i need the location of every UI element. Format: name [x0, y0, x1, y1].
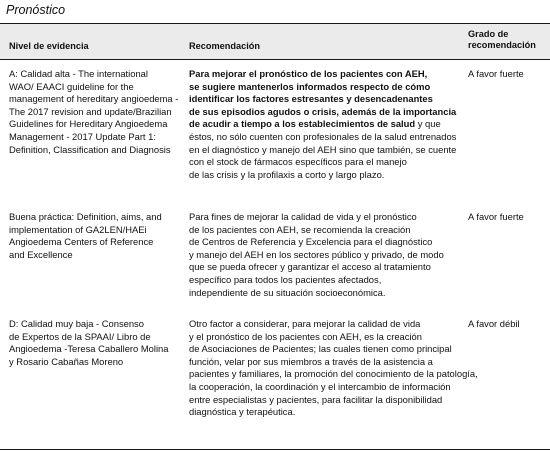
row-2-recommendation-line: Para fines de mejorar la calidad de vida y el pronóstico	[189, 211, 417, 222]
row-1-evidence-line: Guidelines for Hereditary Angioedema	[9, 118, 168, 130]
row-2-evidence	[9, 211, 162, 261]
row-1-recommendation-line: de sus episodios agudos o crisis, además de la importancia	[189, 105, 457, 117]
row-3-evidence	[9, 318, 168, 368]
row-3-evidence-line: D: Calidad muy baja - Consenso	[9, 318, 144, 329]
row-1-evidence-line: Management - 2017 Update Part 1:	[9, 130, 156, 142]
row-1-evidence-line: A: Calidad alta - The international	[9, 68, 148, 79]
row-3-recommendation-line: diagnóstica y terapéutica.	[189, 406, 296, 418]
row-3-recommendation-line: de Asociaciones de Pacientes; las cuales tienen como principal	[189, 343, 452, 355]
row-1-recommendation-line: y que	[415, 118, 441, 130]
row-1-recommendation-line: con el stock de fármacos específicos para el manejo	[189, 156, 407, 168]
top-rule	[0, 23, 550, 24]
row-1-recommendation-line: Para mejorar el pronóstico de los pacientes con AEH,	[189, 68, 428, 79]
row-1-evidence-line: WAO/ EAACI guideline for the	[9, 80, 134, 92]
row-1-recommendation-line: se sugiere mantenerlos informados respecto de cómo	[189, 80, 431, 92]
row-3-recommendation-line: y el pronóstico de los pacientes con AEH, es la creación	[189, 330, 422, 342]
header-grade-line2: recomendación	[468, 40, 536, 50]
bottom-rule	[0, 449, 550, 450]
row-3-recommendation-line: la cooperación, la coordinación y el intercambio de información	[189, 380, 451, 392]
row-3-recommendation-line: Otro factor a considerar, para mejorar la calidad de vida	[189, 318, 421, 329]
header-recommendation: Recomendación	[189, 41, 260, 51]
row-1-recommendation	[189, 68, 456, 181]
row-2-recommendation-line: de los pacientes con AEH, se recomienda la creación	[189, 223, 411, 235]
header-evidence: Nivel de evidencia	[9, 41, 89, 51]
row-2-recommendation	[189, 211, 444, 299]
table-title: Pronóstico	[6, 3, 66, 17]
row-2-recommendation-line: específico para todos los pacientes afectados,	[189, 273, 382, 285]
row-3-recommendation-line: entre especialistas y pacientes, para facilitar la disponibilidad	[189, 393, 443, 405]
row-2-recommendation-line: de Centros de Referencia y Excelencia para el diagnóstico	[189, 236, 433, 248]
row-2-evidence-line: and Excellence	[9, 248, 73, 260]
row-2-evidence-line: Angioedema Centers of Reference	[9, 236, 154, 248]
header-grade-line1: Grado de	[468, 29, 509, 39]
row-2-evidence-line: implementation of GA2LEN/HAEi	[9, 223, 147, 235]
row-3-recommendation	[189, 318, 478, 419]
row-3-evidence-line: y Rosario Cabañas Moreno	[9, 355, 124, 367]
row-2-evidence-line: Buena práctica: Definition, aims, and	[9, 211, 162, 222]
row-2-recommendation-line: y manejo del AEH en los sectores público y privado, de modo	[189, 248, 444, 260]
row-1-grade: A favor fuerte	[468, 68, 524, 79]
row-1-recommendation-line: de las crisis y la profilaxis a corto y largo plazo.	[189, 168, 385, 180]
row-2-grade: A favor fuerte	[468, 211, 524, 222]
row-2-recommendation-line: independiente de su situación socioeconómica.	[189, 286, 386, 298]
header-grade	[468, 29, 536, 51]
row-3-grade: A favor débil	[468, 318, 520, 329]
row-1-recommendation-line: identificar los factores estresantes y desencadenantes	[189, 93, 433, 105]
row-3-evidence-line: Angioedema -Teresa Caballero Molina	[9, 343, 169, 355]
row-1-recommendation-line: en el diagnóstico y manejo del AEH sino que también, se cuente	[189, 143, 457, 155]
row-3-recommendation-line: función, velar por sus miembros a través de la asistencia a	[189, 355, 433, 367]
row-1-evidence-line: management of hereditary angioedema -	[9, 93, 179, 105]
row-3-evidence-line: de Expertos de la SPAAI/ Libro de	[9, 330, 151, 342]
header-rule	[0, 59, 550, 60]
row-3-recommendation-line: pacientes y familiares, la promoción del conocimiento de la patología,	[189, 368, 478, 380]
row-1-evidence-line: The 2017 revision and update/Brazilian	[9, 105, 172, 117]
row-2-recommendation-line: que se pueda ofrecer y garantizar el acceso al tratamiento	[189, 261, 431, 273]
row-1-evidence	[9, 68, 178, 156]
row-1-recommendation-line: de acudir a tiempo a los establecimientos de salud	[189, 118, 416, 130]
row-1-evidence-line: Definition, Classification and Diagnosis	[9, 143, 171, 155]
row-1-recommendation-line: éstos, no sólo cuenten con profesionales de la salud entrenados	[189, 130, 457, 142]
